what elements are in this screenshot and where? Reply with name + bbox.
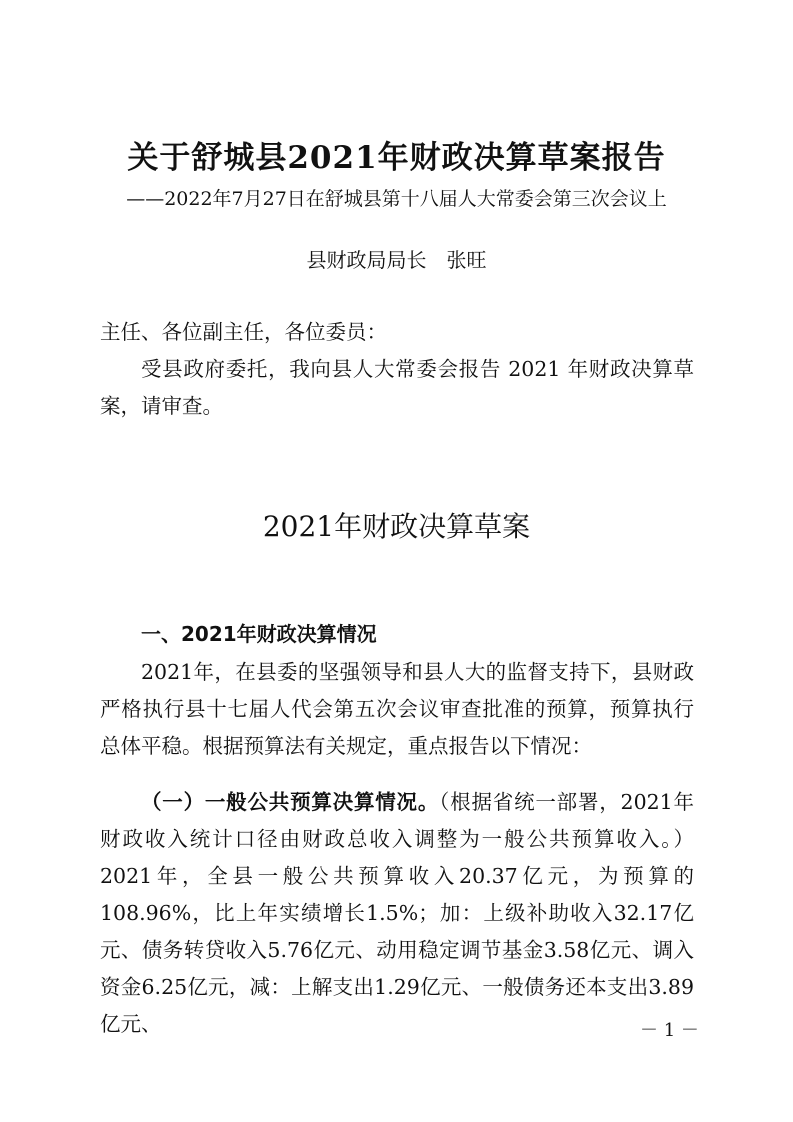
page-number: － 1 － [640, 1020, 699, 1041]
salutation: 主任、各位副主任，各位委员： [100, 320, 387, 344]
author-name: 张旺 [446, 248, 487, 272]
paragraph-2-body: （根据省统一部署，2021年财政收入统计口径由财政总收入调整为一般公共预算收入。）2021年，全县一般公共预算收入20.37亿元，为预算的108.96%，比上年实绩增长1.5%；加：上级补助收入32.17亿元、债务转贷收入5.76亿元、动用稳定调节基金3.58亿元、调入资金6.25亿元，减：上解支出1.29亿元、一般债务还本支出3.89亿元、 [100, 790, 695, 1036]
section-title: 2021年财政决算草案 [262, 510, 531, 543]
report-title: 关于舒城县2021年财政决算草案报告 [127, 140, 666, 176]
paragraph-1: 2021年，在县委的坚强领导和县人大的监督支持下，县财政严格执行县十七届人代会第五次会议审查批准的预算，预算执行总体平稳。根据预算法有关规定，重点报告以下情况： [100, 660, 694, 758]
paragraph-2 [100, 784, 694, 1043]
report-subtitle: ——2022年7月27日在舒城县第十八届人大常委会第三次会议上 [126, 188, 667, 210]
heading-1: 一、2021年财政决算情况 [141, 622, 377, 646]
report-author [0, 244, 793, 273]
paragraph-2-lead: （一）一般公共预算决算情况。 [141, 790, 440, 814]
author-position: 县财政局局长 [306, 248, 427, 272]
intro-paragraph: 受县政府委托，我向县人大常委会报告 2021 年财政决算草案，请审查。 [100, 357, 694, 418]
